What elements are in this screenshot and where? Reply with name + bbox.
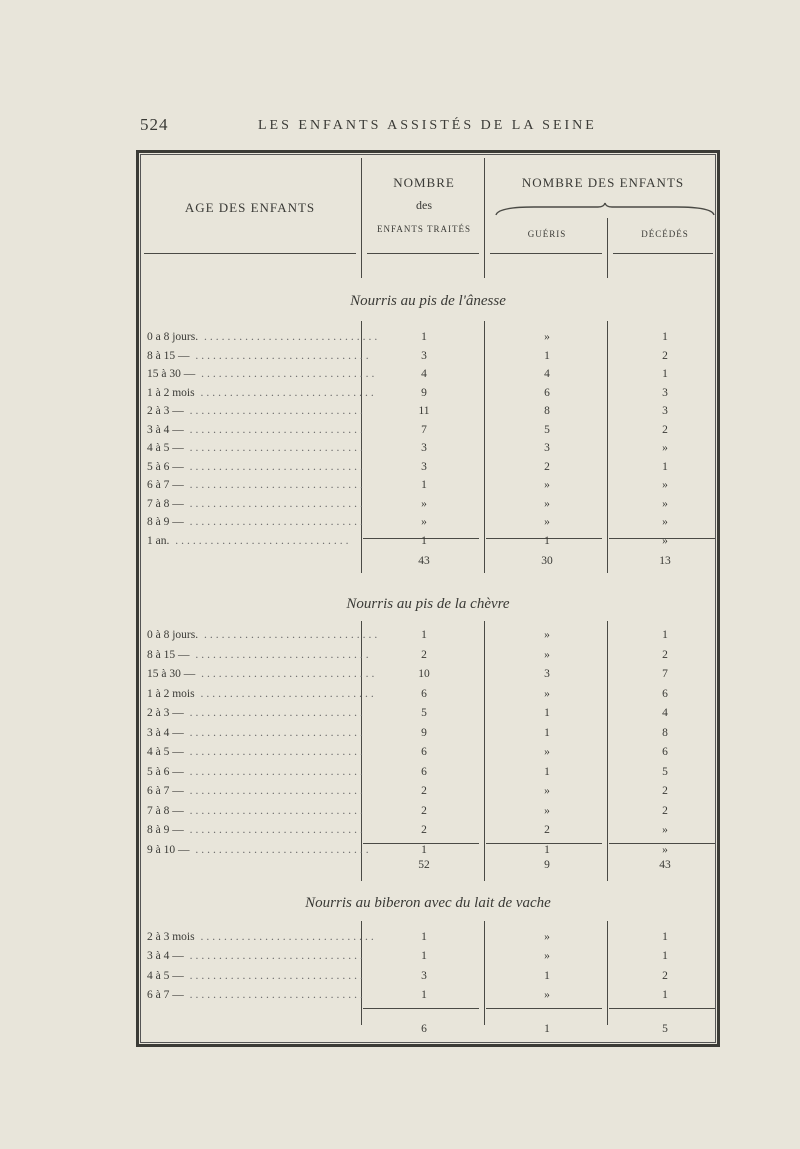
table-row [139,629,717,649]
table-row [139,649,717,669]
age-cell: 3 à 4 — .............................. [147,423,366,436]
total-gueris: 1 [544,1023,550,1035]
dot-leader: .............................. [194,386,377,399]
decedes-cell: 1 [662,629,668,641]
decedes-cell: 2 [662,969,668,982]
table-row [139,707,717,727]
dot-leader: .............................. [183,442,366,454]
age-cell: 4 à 5 — .............................. [147,746,366,758]
table-row [139,805,717,825]
header-age: AGE DES ENFANTS [184,200,316,215]
total-traites: 52 [418,859,430,871]
decedes-cell: » [662,534,668,547]
decedes-cell: 1 [662,950,668,963]
dot-leader: .............................. [183,969,366,982]
gueris-cell: 5 [544,423,550,436]
total-decedes: 5 [662,1023,668,1035]
col-divider [607,218,608,278]
decedes-cell: 2 [662,423,668,436]
traites-cell: 1 [421,479,427,491]
dot-leader: .............................. [183,950,366,963]
table-row [139,442,717,462]
decedes-cell: 6 [662,687,668,700]
dot-leader: .............................. [183,479,366,491]
statistics-table [136,150,720,1047]
section-title: Nourris au pis de la chèvre [346,596,510,612]
total-decedes: 13 [659,555,671,567]
decedes-cell: 2 [662,785,668,797]
age-cell: 4 à 5 — .............................. [147,442,366,454]
total-decedes: 43 [659,859,671,871]
table-row [139,350,717,370]
gueris-cell: » [544,648,550,661]
traites-cell: 6 [421,746,427,758]
gueris-cell: 1 [544,969,550,982]
gueris-cell: » [544,497,550,510]
traites-cell: 1 [421,331,427,343]
decedes-cell: 4 [662,707,668,719]
age-cell: 6 à 7 — .............................. [147,479,366,491]
age-cell: 8 à 9 — .............................. [147,824,366,836]
dot-leader: .............................. [183,824,366,836]
decedes-cell: 1 [662,331,668,343]
decedes-cell: » [662,516,668,528]
table-row [139,931,717,951]
gueris-cell: 1 [544,534,550,547]
decedes-cell: » [662,497,668,510]
dot-leader: .............................. [169,534,352,547]
header-rule [490,253,602,254]
decedes-cell: 3 [662,386,668,399]
table-row [139,461,717,481]
traites-cell: 4 [421,368,427,380]
age-cell: 1 an. .............................. [147,534,352,547]
dot-leader: .............................. [183,804,366,817]
gueris-cell: 1 [544,765,550,778]
traites-cell: 1 [421,931,427,943]
col-divider [484,158,485,278]
traites-cell: 1 [421,534,427,547]
gueris-cell: » [544,687,550,700]
age-cell: 15 à 30 — .............................. [147,368,378,380]
age-cell: 0 a 8 jours. .............................. [147,331,381,343]
age-cell: 0 à 8 jours. .............................. [147,629,381,641]
dot-leader: .............................. [194,931,377,943]
header-enfants-traites: ENFANTS TRAITÉS [377,224,471,234]
total-gueris: 30 [541,555,553,567]
section-title: Nourris au biberon avec du lait de vache [305,895,551,911]
gueris-cell: 1 [544,726,550,739]
age-cell: 6 à 7 — .............................. [147,988,366,1001]
traites-cell: 3 [421,969,427,982]
decedes-cell: 2 [662,349,668,362]
traites-cell: 2 [421,785,427,797]
table-row [139,688,717,708]
table-row [139,727,717,747]
total-traites: 43 [418,555,430,567]
table-row [139,331,717,351]
traites-cell: 6 [421,687,427,700]
gueris-cell: 1 [544,349,550,362]
dot-leader: .............................. [195,368,378,380]
gueris-cell: 3 [544,668,550,680]
age-cell: 15 à 30 — .............................. [147,668,378,680]
dot-leader: .............................. [189,648,372,661]
table-row [139,368,717,388]
col-divider [361,158,362,278]
table-row [139,824,717,844]
header-rule [144,253,356,254]
traites-cell: 2 [421,804,427,817]
gueris-cell: 4 [544,368,550,380]
decedes-cell: 1 [662,931,668,943]
dot-leader: .............................. [189,843,372,856]
decedes-cell: 1 [662,460,668,473]
age-cell: 7 à 8 — .............................. [147,804,366,817]
gueris-cell: » [544,804,550,817]
gueris-cell: » [544,988,550,1001]
table-row [139,498,717,518]
table-row [139,516,717,536]
dot-leader: .............................. [183,405,366,417]
age-cell: 3 à 4 — .............................. [147,950,366,963]
decedes-cell: 1 [662,988,668,1001]
age-cell: 2 à 3 — .............................. [147,405,366,417]
gueris-cell: 2 [544,824,550,836]
traites-cell: 3 [421,460,427,473]
gueris-cell: 2 [544,460,550,473]
brace-icon [494,203,716,217]
total-gueris: 9 [544,859,550,871]
decedes-cell: 7 [662,668,668,680]
dot-leader: .............................. [194,687,377,700]
table-row [139,668,717,688]
gueris-cell: » [544,931,550,943]
dot-leader: .............................. [198,331,381,343]
traites-cell: 10 [418,668,430,680]
age-cell: 1 à 2 mois .............................. [147,386,377,399]
decedes-cell: » [662,479,668,491]
traites-cell: 9 [421,726,427,739]
decedes-cell: » [662,824,668,836]
traites-cell: 3 [421,349,427,362]
dot-leader: .............................. [183,423,366,436]
age-cell: 8 à 9 — .............................. [147,516,366,528]
gueris-cell: 8 [544,405,550,417]
table-row [139,766,717,786]
age-cell: 2 à 3 — .............................. [147,707,366,719]
dot-leader: .............................. [198,629,381,641]
traites-cell: 5 [421,707,427,719]
header-decedes: DÉCÉDÉS [641,229,689,239]
table-row [139,785,717,805]
age-cell: 6 à 7 — .............................. [147,785,366,797]
total-traites: 6 [421,1023,427,1035]
header-rule [613,253,713,254]
traites-cell: 2 [421,648,427,661]
gueris-cell: » [544,950,550,963]
page-number: 524 [140,115,169,134]
table-row [139,989,717,1009]
decedes-cell: » [662,442,668,454]
header-gueris: GUÉRIS [527,229,567,239]
gueris-cell: » [544,746,550,758]
decedes-cell: 2 [662,648,668,661]
dot-leader: .............................. [189,349,372,362]
traites-cell: 7 [421,423,427,436]
age-cell: 5 à 6 — .............................. [147,765,366,778]
gueris-cell: » [544,331,550,343]
gueris-cell: » [544,629,550,641]
age-cell: 8 à 15 — .............................. [147,648,372,661]
dot-leader: .............................. [183,785,366,797]
gueris-cell: » [544,479,550,491]
traites-cell: » [421,497,427,510]
header-des: des [416,198,432,212]
traites-cell: 1 [421,843,427,856]
dot-leader: .............................. [183,988,366,1001]
gueris-cell: » [544,785,550,797]
gueris-cell: 6 [544,386,550,399]
age-cell: 3 à 4 — .............................. [147,726,366,739]
dot-leader: .............................. [183,765,366,778]
traites-cell: 1 [421,988,427,1001]
traites-cell: 11 [418,405,430,417]
running-title: LES ENFANTS ASSISTÉS DE LA SEINE [258,118,597,133]
dot-leader: .............................. [195,668,378,680]
dot-leader: .............................. [183,460,366,473]
section-title: Nourris au pis de l'ânesse [350,293,506,309]
table-row [139,970,717,990]
age-cell: 9 à 10 — .............................. [147,843,372,856]
age-cell: 2 à 3 mois .............................. [147,931,377,943]
gueris-cell: 1 [544,843,550,856]
header-nombre: NOMBRE [393,175,455,190]
traites-cell: 1 [421,629,427,641]
traites-cell: 9 [421,386,427,399]
decedes-cell: 3 [662,405,668,417]
decedes-cell: 1 [662,368,668,380]
header-nombre-des-enfants: NOMBRE DES ENFANTS [521,175,685,190]
decedes-cell: 6 [662,746,668,758]
traites-cell: 3 [421,442,427,454]
table-row [139,424,717,444]
table-row [139,950,717,970]
age-cell: 7 à 8 — .............................. [147,497,366,510]
age-cell: 8 à 15 — .............................. [147,349,372,362]
age-cell: 5 à 6 — .............................. [147,460,366,473]
traites-cell: 6 [421,765,427,778]
table-row [139,387,717,407]
gueris-cell: » [544,516,550,528]
table-row [139,535,717,555]
gueris-cell: 1 [544,707,550,719]
decedes-cell: 2 [662,804,668,817]
header-rule [367,253,479,254]
table-row [139,746,717,766]
decedes-cell: 5 [662,765,668,778]
dot-leader: .............................. [183,726,366,739]
dot-leader: .............................. [183,707,366,719]
table-row [139,405,717,425]
decedes-cell: 8 [662,726,668,739]
traites-cell: 2 [421,824,427,836]
dot-leader: .............................. [183,497,366,510]
age-cell: 4 à 5 — .............................. [147,969,366,982]
decedes-cell: » [662,843,668,856]
table-row [139,479,717,499]
gueris-cell: 3 [544,442,550,454]
dot-leader: .............................. [183,746,366,758]
age-cell: 1 à 2 mois .............................. [147,687,377,700]
traites-cell: 1 [421,950,427,963]
traites-cell: » [421,516,427,528]
dot-leader: .............................. [183,516,366,528]
